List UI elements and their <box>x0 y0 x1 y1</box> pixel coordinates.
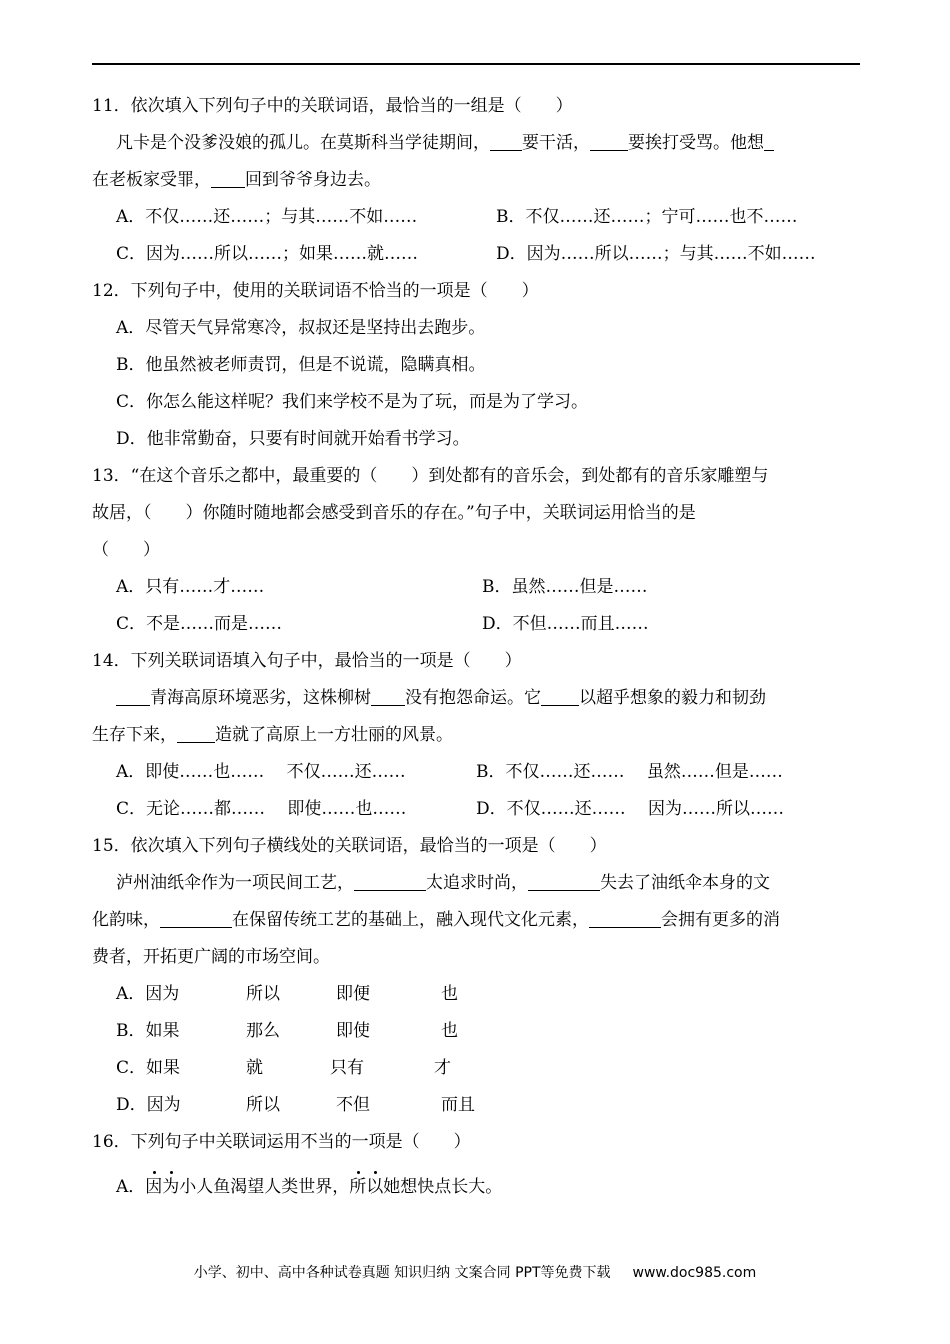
q12-stem: 12．下列句子中，使用的关联词语不恰当的一项是（ ） <box>92 281 539 301</box>
q13-option-c[interactable]: C．不是……而是…… <box>116 614 283 634</box>
footer-text: 小学、初中、高中各种试卷真题 知识归纳 文案合同 PPT等免费下载 <box>193 1265 611 1281</box>
exam-page <box>92 88 860 1206</box>
q13-options-row2 <box>92 606 860 643</box>
q14-option-d[interactable]: D．不仅……还…… 因为……所以…… <box>476 799 785 819</box>
q14-option-c[interactable]: C．无论……都…… 即使……也…… <box>116 799 407 819</box>
q12-option-b[interactable]: B．他虽然被老师责罚，但是不说谎，隐瞒真相。 <box>116 355 486 375</box>
q11-option-c[interactable]: C．因为……所以……；如果……就…… <box>116 244 419 264</box>
header-rule <box>92 63 860 65</box>
q14-passage-line2: 生存下来， 造就了高原上一方壮丽的风景。 <box>92 725 453 745</box>
q16-option-a[interactable]: A．因为小人鱼渴望人类世界，所以她想快点长大。 <box>116 1177 503 1197</box>
q11-passage-line2: 在老板家受罪， 回到爷爷身边去。 <box>92 170 381 190</box>
q11-passage-line1: 凡卡是个没爹没娘的孤儿。在莫斯科当学徒期间， 要干活， 要挨打受骂。他想 <box>92 125 860 162</box>
q14-stem: 14．下列关联词语填入句子中，最恰当的一项是（ ） <box>92 651 522 671</box>
q12-option-d[interactable]: D．他非常勤奋，只要有时间就开始看书学习。 <box>116 429 470 449</box>
q14-options-row2 <box>92 791 860 828</box>
q13-stem-line3: （ ） <box>92 540 160 560</box>
q11-stem: 11．依次填入下列句子中的关联词语，最恰当的一组是（ ） <box>92 96 573 116</box>
q15-stem: 15．依次填入下列句子横线处的关联词语，最恰当的一项是（ ） <box>92 836 607 856</box>
q14-option-b[interactable]: B．不仅……还…… 虽然……但是…… <box>476 762 783 782</box>
q11-option-b[interactable]: B．不仅……还……；宁可……也不…… <box>496 207 798 227</box>
q13-option-d[interactable]: D．不但……而且…… <box>482 614 649 634</box>
q13-options-row1 <box>92 569 860 606</box>
q12-option-c[interactable]: C．你怎么能这样呢？我们来学校不是为了玩，而是为了学习。 <box>116 392 589 412</box>
emphasis-dots-2: 所以 <box>349 1177 384 1197</box>
q16-stem: 16．下列句子中关联词运用不当的一项是（ ） <box>92 1132 471 1152</box>
q15-passage-line3: 费者，开拓更广阔的市场空间。 <box>92 947 330 967</box>
q11-options-row2 <box>92 236 860 273</box>
q15-option-d[interactable]: D．因为 所以 不但 而且 <box>116 1095 475 1115</box>
q15-option-c[interactable]: C．如果 就 只有 才 <box>116 1058 451 1078</box>
q14-options-row1 <box>92 754 860 791</box>
q13-stem-line2: 故居，（ ）你随时随地都会感受到音乐的存在。”句子中，关联词运用恰当的是 <box>92 503 696 523</box>
q15-option-a[interactable]: A．因为 所以 即便 也 <box>116 984 458 1004</box>
q12-option-a[interactable]: A．尽管天气异常寒冷，叔叔还是坚持出去跑步。 <box>116 318 486 338</box>
q13-option-b[interactable]: B．虽然……但是…… <box>482 577 648 597</box>
footer-url[interactable]: www.doc985.com <box>632 1265 757 1281</box>
q15-option-b[interactable]: B．如果 那么 即使 也 <box>116 1021 458 1041</box>
q15-passage-line2: 化韵味， 在保留传统工艺的基础上，融入现代文化元素， 会拥有更多的消 <box>92 910 780 930</box>
q13-option-a[interactable]: A．只有……才…… <box>116 577 265 597</box>
q14-option-a[interactable]: A．即使……也…… 不仅……还…… <box>116 762 406 782</box>
q15-passage-line1: 泸州油纸伞作为一项民间工艺， 太追求时尚， 失去了油纸伞本身的文 <box>116 873 770 893</box>
q11-options-row1 <box>92 199 860 236</box>
q11-option-a[interactable]: A．不仅……还……；与其……不如…… <box>116 207 418 227</box>
q13-stem-line1: 13．“在这个音乐之都中，最重要的（ ）到处都有的音乐会，到处都有的音乐家雕塑与 <box>92 466 769 486</box>
emphasis-dots-1: 因为 <box>145 1177 180 1197</box>
q11-option-d[interactable]: D．因为……所以……；与其……不如…… <box>496 244 816 264</box>
q14-passage-line1: 青海高原环境恶劣，这株柳树 没有抱怨命运。它 以超乎想象的毅力和韧劲 <box>92 680 860 717</box>
footer <box>0 1262 950 1282</box>
